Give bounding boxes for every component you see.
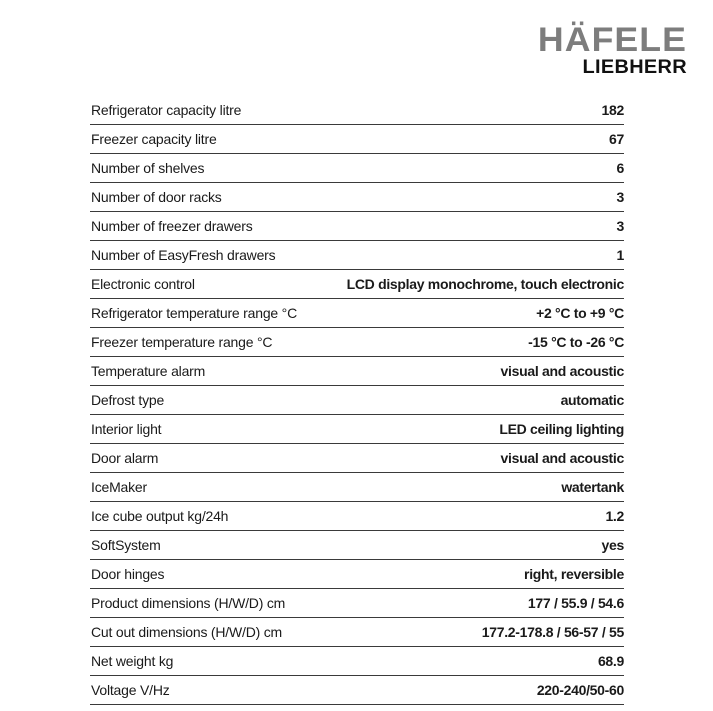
- spec-label: Number of door racks: [90, 183, 318, 212]
- spec-label: Voltage V/Hz: [90, 676, 318, 705]
- spec-value: 1.2: [318, 502, 624, 531]
- spec-value: 3: [318, 183, 624, 212]
- spec-value: 6: [318, 154, 624, 183]
- table-row: [90, 328, 624, 357]
- table-row: [90, 444, 624, 473]
- table-row: [90, 183, 624, 212]
- spec-value: watertank: [318, 473, 624, 502]
- spec-value: +2 °C to +9 °C: [318, 299, 624, 328]
- spec-value: 177.2-178.8 / 56-57 / 55: [318, 618, 624, 647]
- spec-label: Number of shelves: [90, 154, 318, 183]
- spec-label: Refrigerator capacity litre: [90, 96, 318, 125]
- table-row: [90, 647, 624, 676]
- table-row: [90, 299, 624, 328]
- table-row: [90, 589, 624, 618]
- table-row: [90, 386, 624, 415]
- spec-value: 182: [318, 96, 624, 125]
- spec-value: yes: [318, 531, 624, 560]
- table-row: [90, 125, 624, 154]
- spec-label: Number of freezer drawers: [90, 212, 318, 241]
- spec-label: SoftSystem: [90, 531, 318, 560]
- spec-label: Door alarm: [90, 444, 318, 473]
- spec-value: 68.9: [318, 647, 624, 676]
- specifications-table: [90, 96, 624, 705]
- spec-value: 67: [318, 125, 624, 154]
- spec-label: Temperature alarm: [90, 357, 318, 386]
- table-row: [90, 560, 624, 589]
- spec-value: 3: [318, 212, 624, 241]
- spec-label: Ice cube output kg/24h: [90, 502, 318, 531]
- table-row: [90, 270, 624, 299]
- spec-label: Freezer temperature range °C: [90, 328, 318, 357]
- spec-value: 220-240/50-60: [318, 676, 624, 705]
- spec-label: Refrigerator temperature range °C: [90, 299, 318, 328]
- spec-label: IceMaker: [90, 473, 318, 502]
- spec-value: LCD display monochrome, touch electronic: [318, 270, 624, 299]
- spec-label: Net weight kg: [90, 647, 318, 676]
- spec-label: Freezer capacity litre: [90, 125, 318, 154]
- table-row: [90, 473, 624, 502]
- spec-label: Defrost type: [90, 386, 318, 415]
- spec-value: automatic: [318, 386, 624, 415]
- spec-value: 1: [318, 241, 624, 270]
- table-row: [90, 96, 624, 125]
- table-row: [90, 502, 624, 531]
- brand-logo: [497, 22, 687, 78]
- table-row: [90, 241, 624, 270]
- table-row: [90, 415, 624, 444]
- hafele-logo: HÄFELE: [537, 21, 687, 59]
- table-row: [90, 618, 624, 647]
- table-row: [90, 531, 624, 560]
- spec-label: Product dimensions (H/W/D) cm: [90, 589, 318, 618]
- table-row: [90, 676, 624, 705]
- spec-value: 177 / 55.9 / 54.6: [318, 589, 624, 618]
- spec-label: Electronic control: [90, 270, 318, 299]
- spec-label: Number of EasyFresh drawers: [90, 241, 318, 270]
- spec-label: Cut out dimensions (H/W/D) cm: [90, 618, 318, 647]
- table-row: [90, 357, 624, 386]
- table-row: [90, 154, 624, 183]
- spec-value: -15 °C to -26 °C: [318, 328, 624, 357]
- spec-value: visual and acoustic: [318, 444, 624, 473]
- table-row: [90, 212, 624, 241]
- spec-value: visual and acoustic: [318, 357, 624, 386]
- spec-value: right, reversible: [318, 560, 624, 589]
- spec-label: Interior light: [90, 415, 318, 444]
- spec-value: LED ceiling lighting: [318, 415, 624, 444]
- liebherr-logo: LIEBHERR: [582, 57, 687, 78]
- spec-label: Door hinges: [90, 560, 318, 589]
